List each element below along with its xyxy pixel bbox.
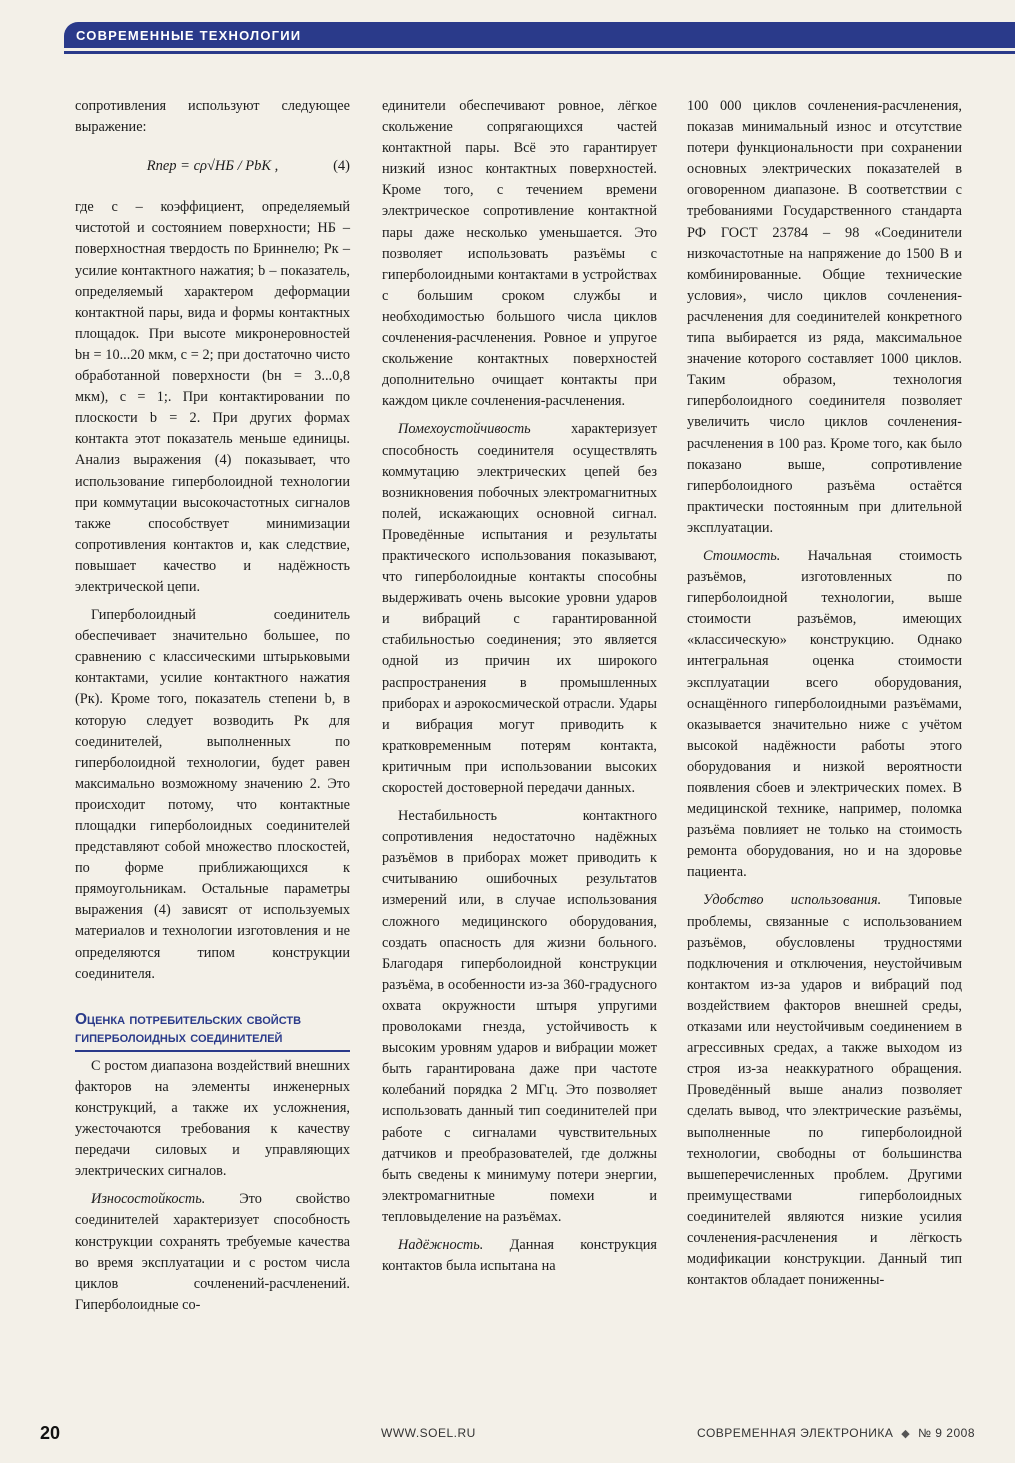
article-column-1: [75, 96, 350, 1323]
paragraph: где c – коэффициент, определяемый чистотой и состоянием поверхности; HБ – поверхностная твердость по Бриннелю; Pк – усилие контактного нажатия; b – показатель, определяемый характером деформации контактной пары, вида и формы контактных площадок. При высоте микронеровностей bн = 10...20 мкм, c = 2; при достаточно чисто обработанной поверхности (bн = 3...0,8 мкм), c = 1;. При контактировании по плоскости b = 2. При других формах контакта этот показатель меньше единицы. Анализ выражения (4) показывает, что использование гиперболоидной технологии при коммутации высокочастотных сигналов также способствует минимизации сопротивления контактов и, как следствие, повышает качество и надёжность электрической цепи.: [75, 199, 350, 595]
paragraph-text: Это свойство соединителей характеризует способность конструкции сохранять требуемые качества во время эксплуатации и с ростом числа циклов сочленений-расчленений. Гиперболоидные со-: [75, 1191, 350, 1313]
run-in-heading: Удобство использования.: [703, 892, 882, 909]
article-column-3: [687, 96, 962, 1298]
paragraph-text: Данная конструкция контактов была испытана на: [382, 1236, 657, 1275]
page-number: 20: [40, 1423, 61, 1443]
paragraph-text: Начальная стоимость разъёмов, изготовленных по гиперболоидной технологии, выше стоимости разъёмов, имеющих «классическую» конструкцию. Однако интегральная оценка стоимости эксплуатации всего оборудования, оснащённого гиперболоидными разъёмами, оказывается значительно ниже с учётом высокой надёжности работы этого оборудования и низкой вероятности появления сбоев и электрических помех. В медицинской технике, например, поломка разъёма повлияет не только на стоимость ремонта оборудования, но и на здоровье пациента.: [687, 547, 962, 881]
magazine-info: [697, 1426, 975, 1440]
magazine-title: СОВРЕМЕННАЯ ЭЛЕКТРОНИКА: [697, 1426, 894, 1440]
diamond-icon: ◆: [901, 1428, 911, 1440]
paragraph-text: характеризует способность соединителя осуществлять коммутацию электрических цепей без возникновения побочных электромагнитных полей, искажающих основной сигнал. Проведённые испытания и результаты практического использования показывают, что гиперболоидные контакты способны выдерживать очень высокие уровни ударов и вибраций с гарантированной стабильностью соединения; это является одной из причин их широкого распространения в промышленных приборах и аэрокосмической отрасли. Удары и вибрация могут приводить к кратковременным потерям контакта, критичным при использовании высоких скоростей достоверной передачи данных.: [382, 421, 657, 796]
section-title: СОВРЕМЕННЫЕ ТЕХНОЛОГИИ: [76, 27, 302, 43]
article-column-2: [382, 96, 657, 1284]
formula-number: (4): [333, 158, 350, 175]
run-in-heading: Износостойкость.: [91, 1191, 206, 1208]
paragraph: [382, 419, 657, 799]
paragraph: С ростом диапазона воздействий внешних факторов на элементы инженерных конструкций, а также их усложнения, ужесточаются требования к качеству передачи силовых и управляющих электрических сигналов.: [75, 1057, 350, 1180]
run-in-heading: Помехоустойчивость: [398, 421, 531, 438]
header-rule: [64, 51, 1015, 54]
paragraph: Нестабильность контактного сопротивления недостаточно надёжных разъёмов в приборах может приводить к считыванию ошибочных результатов измерений или, в случае использования сложного медицинского оборудования, создать опасность для жизни больного. Благодаря гиперболоидной конструкции разъёма, в особенности из-за 360-градусного охвата окружности штыря упругими проволоками гнезда, устойчивость к высоким уровням ударов и вибрации может быть гарантирована даже при частоте колебаний порядка 2 МГц. Это позволяет использовать данный тип соединителей при работе с сигналами чувствительных датчиков и преобразователей, где должны быть сведены к минимуму потери энергии, электромагнитные помехи и тепловыделение на разъёмах.: [382, 808, 657, 1225]
paragraph: [687, 546, 962, 884]
section-header-band: [64, 22, 1015, 48]
paragraph: 100 000 циклов сочленения-расчленения, показав минимальный износ и отсутствие потери функциональности при сохранении основных электрических показателей в оговоренном диапазоне. В соответствии с требованиями Государственного стандарта РФ ГОСТ 23784 – 98 «Соединители низкочастотные на напряжение до 1500 В и комбинированные. Общие технические условия», число циклов сочленения-расчленения для соединителей конкретного типа выбирается из ряда, максимальное значение которого составляет 1000 циклов. Таким образом, технология гиперболоидного соединителя позволяет увеличить число циклов сочленения-расчленения в 100 раз. Кроме того, как было показано выше, сопротивление гиперболоидного разъёма остаётся практически постоянным при длительной эксплуатации.: [687, 98, 962, 536]
website-link[interactable]: WWW.SOEL.RU: [381, 1426, 476, 1440]
run-in-heading: Надёжность.: [398, 1236, 484, 1253]
paragraph-text: Типовые проблемы, связанные с использованием разъёмов, обусловлены трудностями подключения и отключения, неустойчивым контактом из-за ударов и вибраций под воздействием факторов внешней среды, отказами или неустойчивым соединением в агрессивных средах, а также выходом из строя из-за неаккуратного обращения. Проведённый выше анализ позволяет сделать вывод, что электрические разъёмы, выполненные по гиперболоидной технологии, свободны от большинства вышеперечисленных проблем. Другими преимуществами гиперболоидных соединителей являются низкие усилия сочленения-расчленения и лёгкость модификации конструкции. Данный тип контактов обладает пониженны-: [687, 892, 963, 1289]
formula-4: [75, 156, 350, 177]
paragraph: Гиперболоидный соединитель обеспечивает значительно большее, по сравнению с классическими штырьковыми контактами, усилие контактного нажатия (Pк). Кроме того, показатель степени b, в которую следует возводить Pк для соединителей, выполненных по гиперболоидной технологии, будет равен максимально возможному значению 2. Это происходит потому, что контактные площадки гиперболоидных соединителей представляют собой множество плоскостей, по форме приближающихся к прямоугольникам. Остальные параметры выражения (4) зависят от используемых материалов и технологии изготовления и не определяются типом конструкции соединителя.: [75, 607, 350, 982]
paragraph: [75, 1189, 350, 1316]
paragraph: [382, 1235, 657, 1277]
heading-rule: [75, 1050, 350, 1052]
formula-expression: Rпер = cρ√HБ / PbК ,: [146, 158, 279, 175]
page-footer: [40, 1423, 995, 1445]
section-heading: Оценка потребительских свойств гиперболоидных соединителей: [75, 1010, 302, 1046]
paragraph: [687, 890, 962, 1291]
paragraph: единители обеспечивают ровное, лёгкое скольжение сопрягающихся частей контактной пары. Всё это гарантирует низкий износ контактных поверхностей. Кроме того, с течением времени электрическое сопротивление контактной пары даже несколько уменьшается. Это позволяет использовать разъёмы с гиперболоидными контактами в устройствах с большим сроком службы и необходимостью большого числа циклов сочленения-расчленения. Ровное и упругое скольжение контактных поверхностей дополнительно очищает контакты при каждом цикле сочленения-расчленения.: [382, 98, 657, 410]
run-in-heading: Стоимость.: [703, 547, 781, 564]
paragraph: сопротивления используют следующее выражение:: [75, 98, 350, 136]
issue-number: № 9 2008: [918, 1426, 975, 1440]
